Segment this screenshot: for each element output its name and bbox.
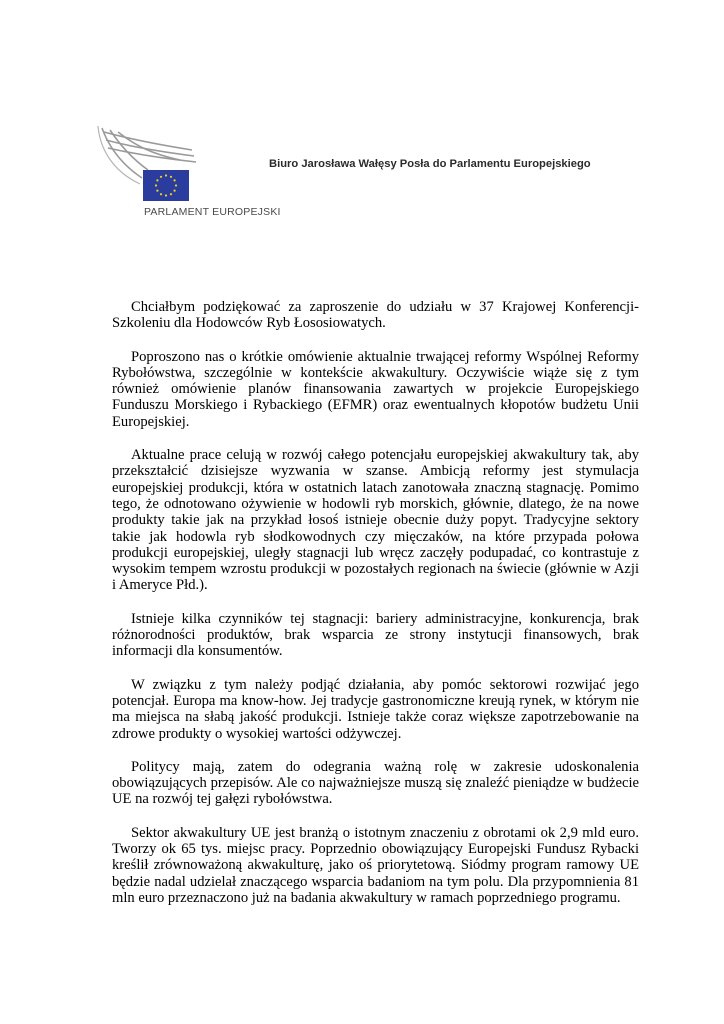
parliament-logo-label: PARLAMENT EUROPEJSKI: [144, 206, 281, 218]
paragraph: Istnieje kilka czynników tej stagnacji: bariery administracyjne, konkurencja, brak różnorodności produktów, brak wsparcia ze strony instytucji finansowych, brak informacji dla konsumentów.: [112, 610, 639, 660]
paragraph: Politycy mają, zatem do odegrania ważną rolę w zakresie udoskonalenia obowiązujących przepisów. Ale co najważniejsze muszą się znaleźć pieniądze w budżecie UE na rozwój tej gałęzi rybołówstwa.: [112, 758, 639, 808]
paragraph: Sektor akwakultury UE jest branżą o istotnym znaczeniu z obrotami ok 2,9 mld euro. Tworzy ok 65 tys. miejsc pracy. Poprzednio obowiązujący Europejski Fundusz Rybacki kreślił zrównoważoną akwakulturę, jako oś priorytetową. Siódmy program ramowy UE będzie nadal udzielał znaczącego wsparcia badaniom na tym polu. Dla przypomnienia 81 mln euro przeznaczono już na badania akwakultury w ramach poprzedniego programu.: [112, 824, 639, 906]
paragraph: Poproszono nas o krótkie omówienie aktualnie trwającej reformy Wspólnej Reformy Rybołówstwa, szczególnie w kontekście akwakultury. Oczywiście wiąże się z tym również omówienie planów finansowania zawartych w projekcie Europejskiego Funduszu Morskiego i Rybackiego (EFMR) oraz ewentualnych kłopotów budżetu Unii Europejskiej.: [112, 348, 639, 430]
paragraph: Aktualne prace celują w rozwój całego potencjału europejskiej akwakultury tak, aby przekształcić dzisiejsze wyzwania w szanse. Ambicją reformy jest stymulacja europejskiej produkcji, która w ostatnich latach zanotowała znaczną stagnację. Pomimo tego, że odnotowano ożywienie w hodowli ryb morskich, głównie, dlatego, że na nowe produkty takie jak na przykład łosoś istnieje obecnie duży popyt. Tradycyjne sektory takie jak hodowla ryb słodkowodnych czy mięczaków, na które przypada połowa produkcji europejskiej, uległy stagnacji lub wręcz zaczęły podupadać, co kontrastuje z wysokim tempem wzrostu produkcji w pozostałych regionach na świecie (głównie w Azji i Ameryce Płd.).: [112, 447, 639, 594]
eu-flag-icon: [143, 170, 189, 201]
letterhead: [96, 120, 656, 230]
paragraph: Chciałbym podziękować za zaproszenie do udziału w 37 Krajowej Konferencji-Szkoleniu dla Hodowców Ryb Łososiowatych.: [112, 299, 639, 332]
paragraph: W związku z tym należy podjąć działania, aby pomóc sektorowi rozwijać jego potencjał. Europa ma know-how. Jej tradycje gastronomiczne kreują rynek, w którym nie ma miejsca na słabą jakość produkcji. Istnieje także coraz większe zapotrzebowanie na zdrowe produkty o wysokiej wartości odżywczej.: [112, 676, 639, 742]
letter-body: [112, 299, 639, 923]
office-title: Biuro Jarosława Wałęsy Posła do Parlamentu Europejskiego: [269, 158, 591, 170]
